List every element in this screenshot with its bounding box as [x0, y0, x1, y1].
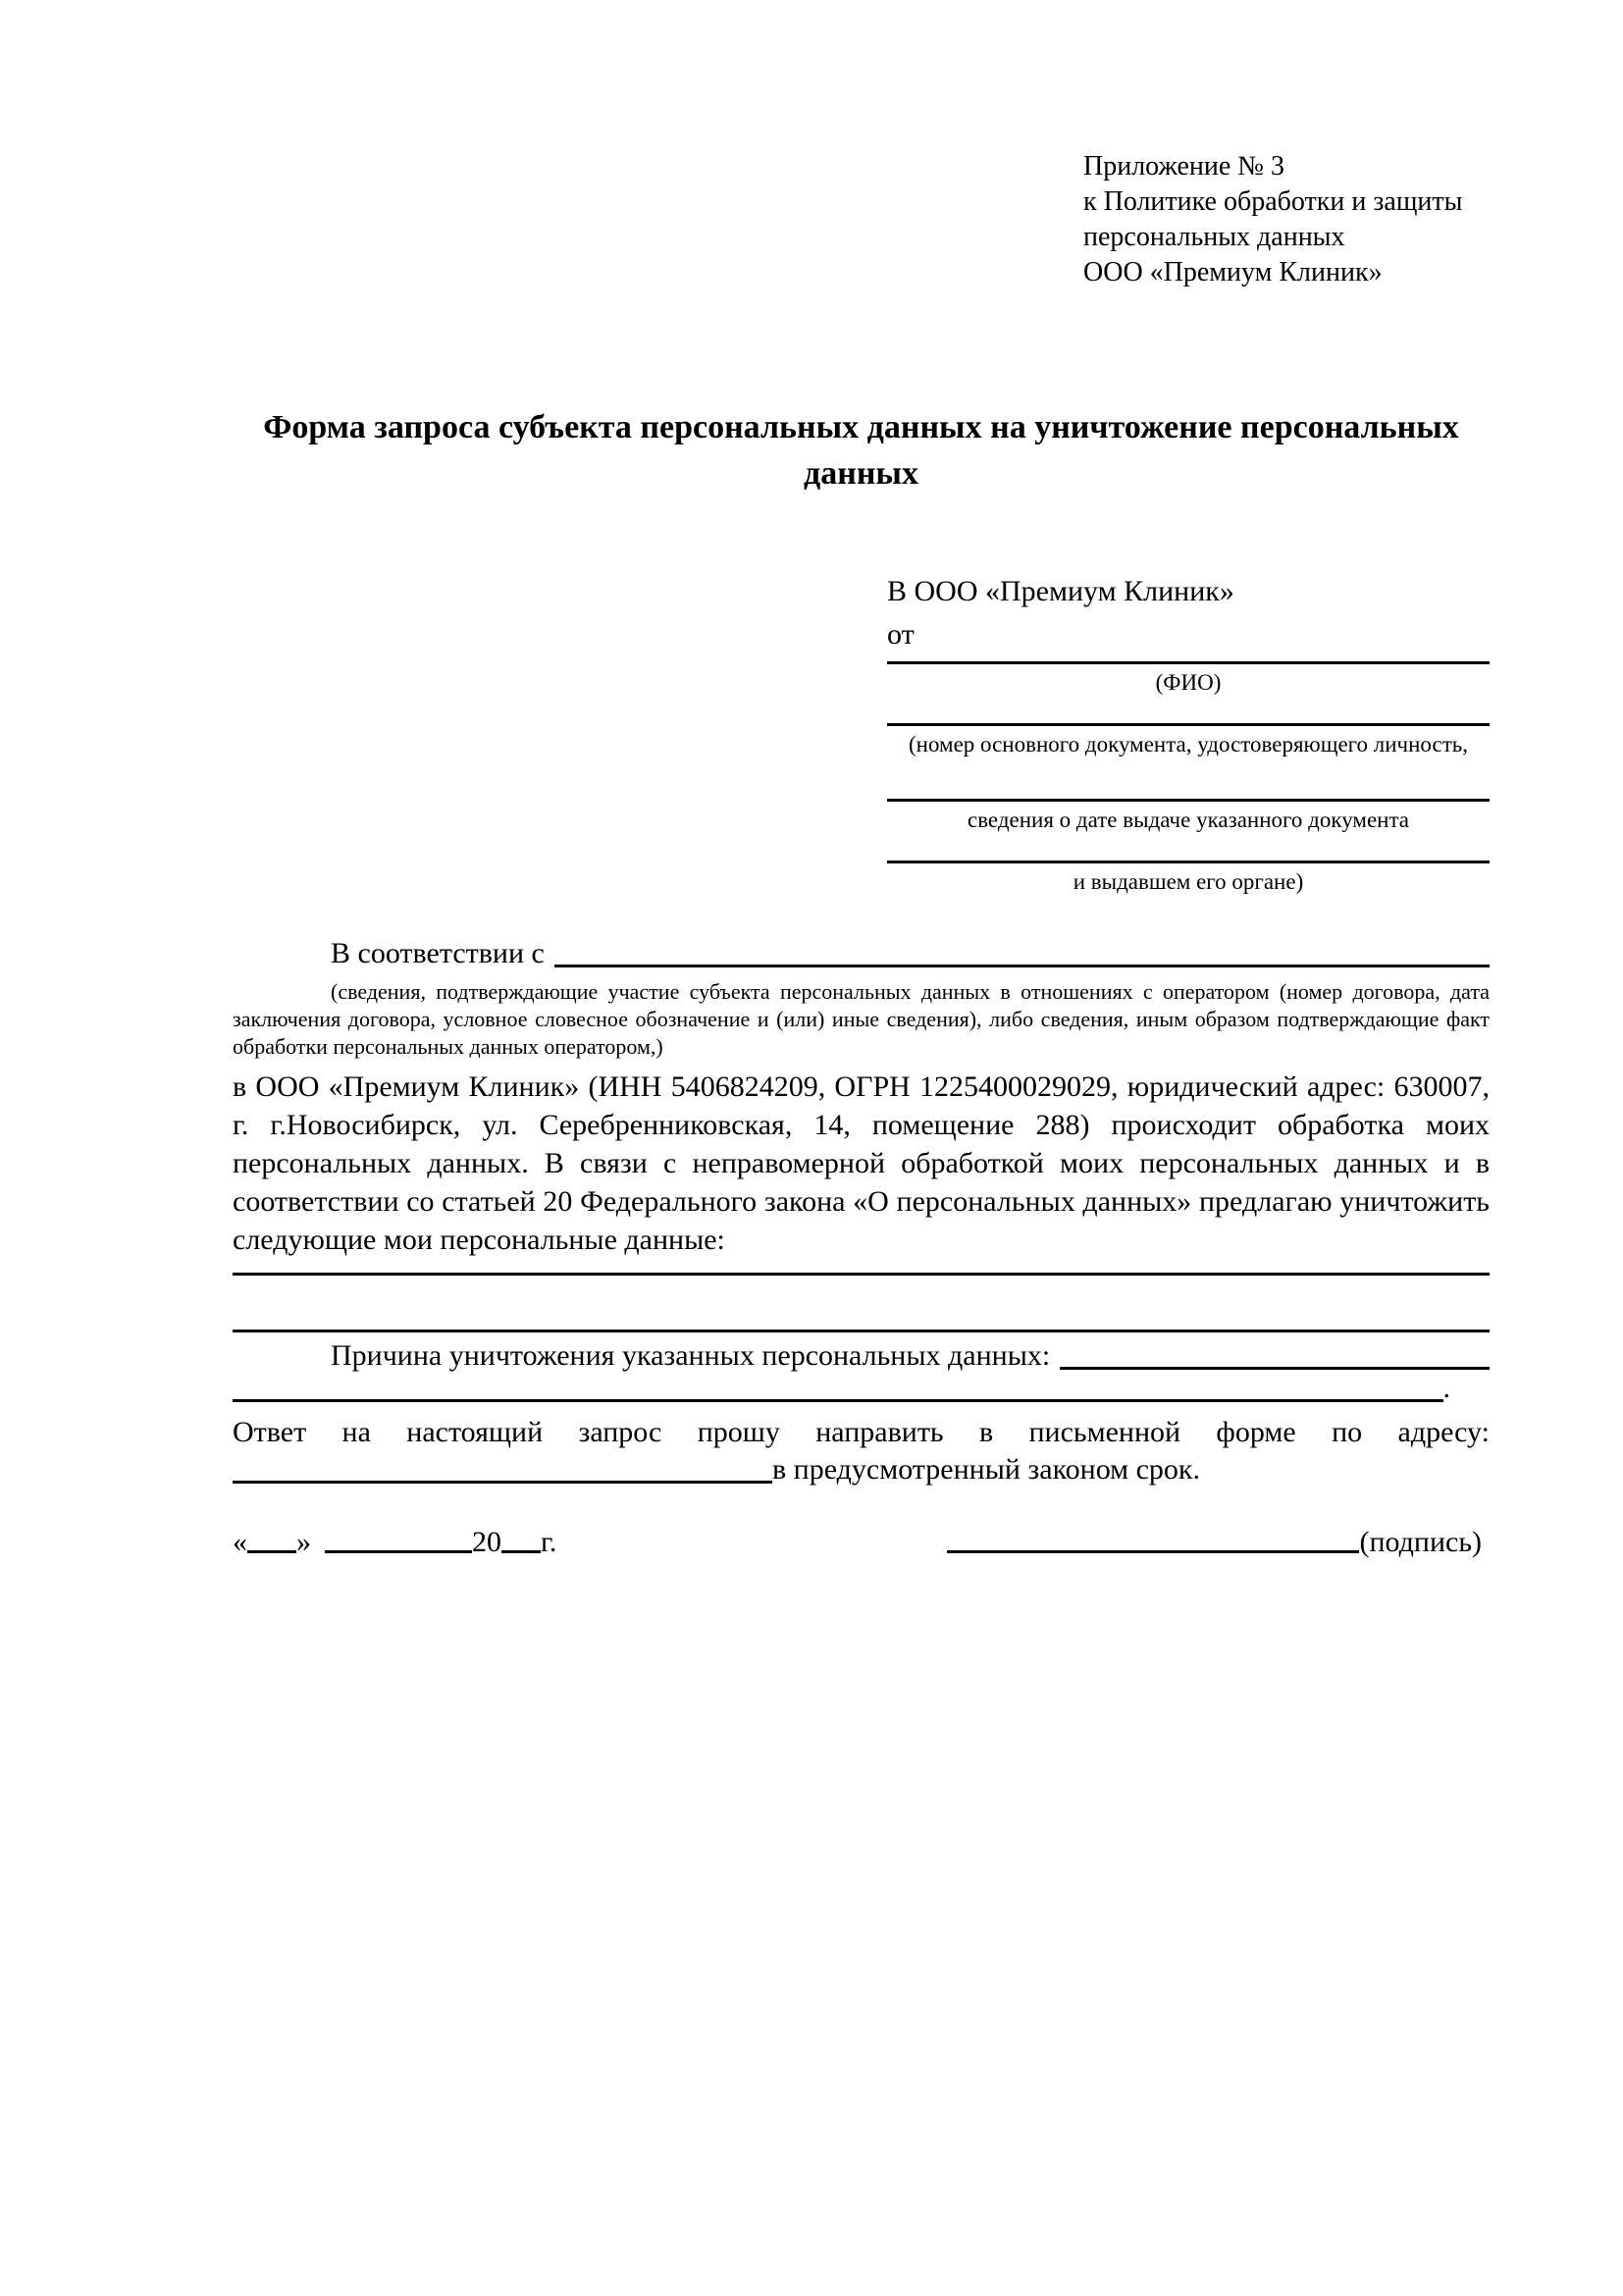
date-year-suffix: г. — [541, 1526, 557, 1558]
personal-data-blank-line-1[interactable] — [233, 1273, 1490, 1276]
signature-blank-field[interactable] — [947, 1546, 1359, 1553]
fio-caption: (ФИО) — [1155, 670, 1222, 695]
document-number-caption: (номер основного документа, удостоверяющего личность, — [908, 732, 1468, 757]
issuing-authority-field-line[interactable] — [887, 861, 1490, 863]
form-title: Форма запроса субъекта персональных данных на уничтожение персональных данных — [263, 409, 1459, 492]
accordance-blank-field[interactable] — [554, 965, 1490, 967]
addressee-from: от — [887, 618, 915, 651]
reason-blank-line-2 — [233, 1369, 1490, 1407]
date-signature-row — [233, 1523, 1490, 1562]
appendix-header-line: Приложение № 3 — [1083, 151, 1284, 182]
date-close-quote: » — [296, 1526, 311, 1558]
reply-paragraph: Ответ на настоящий запрос прошу направить в письменной форме по адресу: — [233, 1416, 1490, 1448]
date-day-blank[interactable] — [247, 1546, 296, 1553]
appendix-header-line: персональных данных — [1083, 222, 1345, 252]
personal-data-blank-line-2[interactable] — [233, 1330, 1490, 1332]
document-number-field-line[interactable] — [887, 723, 1490, 726]
date-month-blank[interactable] — [325, 1546, 472, 1553]
reply-address-line — [233, 1450, 1490, 1488]
reply-deadline-text: в предусмотренный законом срок. — [772, 1453, 1200, 1486]
signature-caption: (подпись) — [1359, 1526, 1482, 1558]
signature-field — [947, 1523, 1490, 1562]
appendix-header — [1083, 149, 1505, 290]
addressee-to: В ООО «Премиум Клиник» — [887, 575, 1234, 607]
appendix-header-line: к Политике обработки и защиты — [1083, 186, 1463, 217]
reason-blank-field-2[interactable] — [233, 1399, 1443, 1402]
address-blank-field[interactable] — [233, 1481, 772, 1484]
issue-date-field-line[interactable] — [887, 799, 1490, 802]
addressee-block — [887, 572, 1490, 915]
reason-prefix: Причина уничтожения указанных персональных данных: — [331, 1339, 1051, 1372]
date-open-quote: « — [233, 1526, 247, 1558]
accordance-line — [233, 934, 1490, 972]
fio-field-line[interactable] — [887, 661, 1490, 664]
issuing-authority-caption: и выдавшем его органе) — [1073, 869, 1304, 894]
issue-date-caption: сведения о дате выдаче указанного документа — [967, 808, 1410, 832]
date-year-prefix: 20 — [472, 1526, 501, 1558]
date-field — [233, 1523, 556, 1562]
accordance-note: (сведения, подтверждающие участие субъекта персональных данных в отношениях с оператором (номер договора, дата заключения договора, условное словесное обозначение и (или) иные сведения), либо сведения, иным образом подтверждающие факт обработки персональных данных оператором,) — [233, 979, 1490, 1059]
date-year-blank[interactable] — [501, 1546, 541, 1553]
appendix-header-line: ООО «Премиум Клиник» — [1083, 257, 1383, 287]
accordance-prefix: В соответствии с — [331, 937, 545, 969]
period: . — [1442, 1372, 1450, 1404]
request-paragraph: в ООО «Премиум Клиник» (ИНН 5406824209, ОГРН 1225400029029, юридический адрес: 630007, г. г.Новосибирск, ул. Серебренниковская, 14, помещение 288) происходит обработка моих персональных данных. В связи с неправомерной обработкой моих персональных данных и в соответствии со статьей 20 Федерального закона «О персональных данных» предлагаю уничтожить следующие мои персональные данные: — [233, 1070, 1490, 1256]
